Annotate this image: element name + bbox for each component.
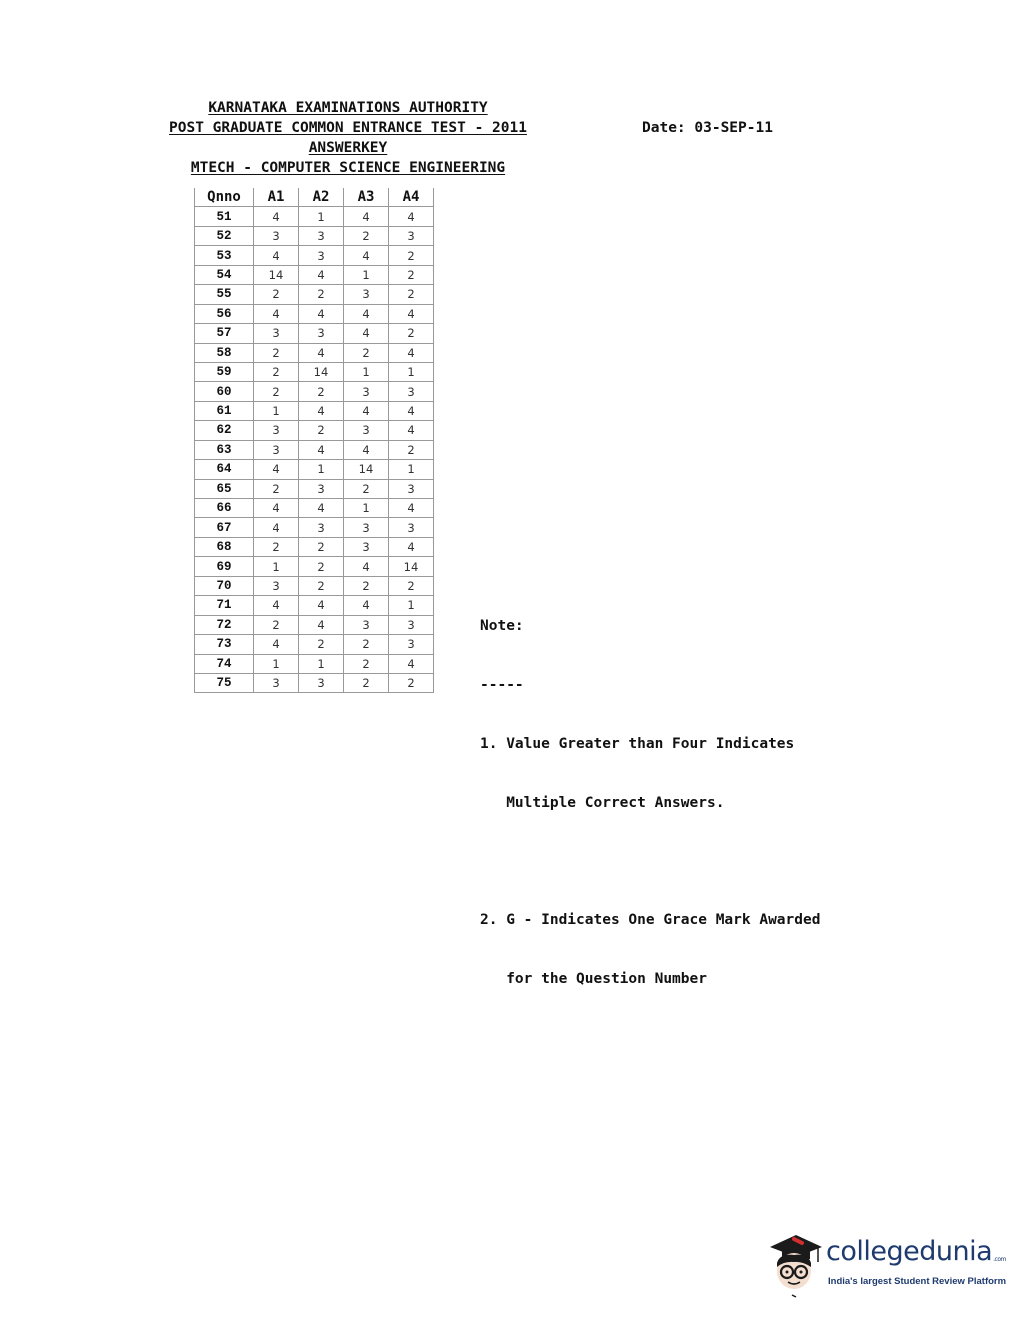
question-number-cell: 68 — [195, 537, 254, 556]
answer-cell: 4 — [299, 343, 344, 362]
table-row — [195, 246, 434, 265]
header-course: MTECH - COMPUTER SCIENCE ENGINEERING — [190, 160, 506, 176]
header-exam: POST GRADUATE COMMON ENTRANCE TEST - 2011 — [169, 120, 527, 136]
answer-cell: 2 — [389, 285, 434, 304]
note-rule: ----- — [480, 676, 524, 693]
header-answerkey: ANSWERKEY — [308, 140, 388, 156]
answer-cell: 2 — [344, 343, 389, 362]
question-number-cell: 52 — [195, 226, 254, 245]
question-number-cell: 51 — [195, 207, 254, 226]
answer-cell: 4 — [344, 440, 389, 459]
column-header: A2 — [299, 188, 344, 207]
document-header — [130, 98, 566, 178]
answer-cell: 4 — [299, 596, 344, 615]
answer-cell: 4 — [389, 304, 434, 323]
table-row — [195, 557, 434, 576]
brand-name: collegedunia$^{.com}$ — [826, 1236, 1006, 1267]
note-item-1-line-2: Multiple Correct Answers. — [480, 794, 725, 811]
table-row — [195, 285, 434, 304]
exam-date: Date: 03-SEP-11 — [642, 120, 773, 136]
answer-cell: 3 — [344, 285, 389, 304]
table-row — [195, 537, 434, 556]
answer-cell: 3 — [389, 479, 434, 498]
answer-cell: 2 — [389, 265, 434, 284]
question-number-cell: 65 — [195, 479, 254, 498]
answer-cell: 3 — [299, 246, 344, 265]
answer-cell: 2 — [254, 537, 299, 556]
answer-cell: 3 — [389, 382, 434, 401]
answer-cell: 2 — [254, 382, 299, 401]
question-number-cell: 72 — [195, 615, 254, 634]
answer-cell: 2 — [254, 343, 299, 362]
column-header: A3 — [344, 188, 389, 207]
answer-cell: 4 — [254, 246, 299, 265]
answer-cell: 2 — [389, 324, 434, 343]
table-row — [195, 401, 434, 420]
question-number-cell: 62 — [195, 421, 254, 440]
answer-cell: 14 — [344, 460, 389, 479]
question-number-cell: 75 — [195, 673, 254, 692]
answer-cell: 1 — [254, 401, 299, 420]
answer-cell: 2 — [344, 654, 389, 673]
answer-cell: 3 — [254, 440, 299, 459]
answer-cell: 2 — [254, 285, 299, 304]
graduate-face-icon — [768, 1229, 824, 1299]
answer-cell: 2 — [344, 576, 389, 595]
answer-cell: 4 — [299, 440, 344, 459]
table-row — [195, 576, 434, 595]
answer-cell: 4 — [299, 401, 344, 420]
table-row — [195, 460, 434, 479]
column-header: Qnno — [195, 188, 254, 207]
answer-cell: 4 — [389, 207, 434, 226]
answer-cell: 1 — [299, 460, 344, 479]
answer-cell: 1 — [254, 557, 299, 576]
table-row — [195, 324, 434, 343]
question-number-cell: 74 — [195, 654, 254, 673]
answer-cell: 3 — [344, 615, 389, 634]
note-item-2-line-2: for the Question Number — [480, 970, 707, 987]
answer-cell: 1 — [344, 362, 389, 381]
table-row — [195, 635, 434, 654]
answer-cell: 4 — [389, 537, 434, 556]
answer-cell: 3 — [344, 537, 389, 556]
answer-cell: 3 — [254, 673, 299, 692]
answer-cell: 3 — [389, 518, 434, 537]
answer-cell: 4 — [344, 207, 389, 226]
question-number-cell: 67 — [195, 518, 254, 537]
question-number-cell: 56 — [195, 304, 254, 323]
answer-cell: 4 — [389, 401, 434, 420]
answer-cell: 4 — [389, 654, 434, 673]
table-row — [195, 421, 434, 440]
answer-cell: 2 — [299, 576, 344, 595]
question-number-cell: 53 — [195, 246, 254, 265]
answer-cell: 4 — [254, 596, 299, 615]
answer-cell: 2 — [344, 226, 389, 245]
answer-cell: 4 — [299, 265, 344, 284]
question-number-cell: 71 — [195, 596, 254, 615]
question-number-cell: 57 — [195, 324, 254, 343]
answer-cell: 2 — [254, 362, 299, 381]
answer-cell: 4 — [254, 207, 299, 226]
question-number-cell: 64 — [195, 460, 254, 479]
answer-cell: 14 — [299, 362, 344, 381]
answer-cell: 3 — [344, 382, 389, 401]
answer-cell: 1 — [299, 207, 344, 226]
table-row — [195, 596, 434, 615]
answer-cell: 2 — [389, 246, 434, 265]
answer-cell: 4 — [299, 499, 344, 518]
answer-cell: 3 — [389, 615, 434, 634]
answer-cell: 2 — [389, 576, 434, 595]
note-title: Note: — [480, 618, 524, 635]
question-number-cell: 69 — [195, 557, 254, 576]
table-row — [195, 382, 434, 401]
table-row — [195, 673, 434, 692]
table-row — [195, 265, 434, 284]
answer-cell: 4 — [344, 246, 389, 265]
answer-cell: 1 — [254, 654, 299, 673]
question-number-cell: 61 — [195, 401, 254, 420]
question-number-cell: 59 — [195, 362, 254, 381]
answer-cell: 3 — [254, 324, 299, 343]
table-row — [195, 343, 434, 362]
answer-cell: 4 — [389, 499, 434, 518]
answer-cell: 3 — [299, 673, 344, 692]
answer-cell: 3 — [389, 635, 434, 654]
answer-cell: 1 — [389, 362, 434, 381]
answer-cell: 3 — [344, 421, 389, 440]
table-row — [195, 304, 434, 323]
note-item-2-line-1: 2. G - Indicates One Grace Mark Awarded — [480, 912, 821, 929]
question-number-cell: 58 — [195, 343, 254, 362]
answer-cell: 4 — [344, 304, 389, 323]
answer-key-table — [194, 188, 434, 693]
answer-cell: 3 — [299, 226, 344, 245]
answer-cell: 4 — [344, 557, 389, 576]
answer-cell: 3 — [254, 226, 299, 245]
answer-cell: 2 — [389, 673, 434, 692]
table-row — [195, 207, 434, 226]
table-row — [195, 654, 434, 673]
answer-cell: 2 — [344, 673, 389, 692]
answer-cell: 2 — [389, 440, 434, 459]
answer-cell: 3 — [254, 576, 299, 595]
table-row — [195, 615, 434, 634]
answer-cell: 2 — [254, 479, 299, 498]
answer-cell: 4 — [254, 460, 299, 479]
answer-cell: 4 — [254, 635, 299, 654]
table-row — [195, 499, 434, 518]
table-row — [195, 226, 434, 245]
answer-cell: 2 — [299, 537, 344, 556]
answer-cell: 4 — [389, 421, 434, 440]
answer-cell: 2 — [299, 421, 344, 440]
note-section — [480, 578, 820, 1009]
answer-cell: 4 — [254, 499, 299, 518]
table-header-row — [195, 188, 434, 207]
header-authority: KARNATAKA EXAMINATIONS AUTHORITY — [208, 100, 488, 116]
answer-cell: 3 — [299, 479, 344, 498]
answer-cell: 4 — [254, 518, 299, 537]
note-item-1-line-1: 1. Value Greater than Four Indicates — [480, 735, 795, 752]
answer-cell: 3 — [254, 421, 299, 440]
answer-cell: 4 — [344, 401, 389, 420]
answer-cell: 1 — [299, 654, 344, 673]
answer-cell: 14 — [389, 557, 434, 576]
question-number-cell: 73 — [195, 635, 254, 654]
question-number-cell: 66 — [195, 499, 254, 518]
answer-cell: 4 — [299, 615, 344, 634]
answer-cell: 2 — [299, 557, 344, 576]
answer-cell: 2 — [344, 635, 389, 654]
question-number-cell: 63 — [195, 440, 254, 459]
question-number-cell: 60 — [195, 382, 254, 401]
table-row — [195, 518, 434, 537]
answer-cell: 3 — [299, 324, 344, 343]
answer-cell: 4 — [344, 324, 389, 343]
answer-cell: 4 — [299, 304, 344, 323]
answer-cell: 1 — [344, 265, 389, 284]
question-number-cell: 54 — [195, 265, 254, 284]
answer-cell: 2 — [344, 479, 389, 498]
answer-cell: 1 — [389, 460, 434, 479]
answer-cell: 1 — [344, 499, 389, 518]
table-row — [195, 362, 434, 381]
answer-cell: 3 — [389, 226, 434, 245]
answer-cell: 4 — [254, 304, 299, 323]
brand-tagline: India's largest Student Review Platform — [828, 1276, 1007, 1287]
answer-cell: 2 — [299, 382, 344, 401]
answer-cell: 2 — [299, 285, 344, 304]
table-row — [195, 479, 434, 498]
column-header: A4 — [389, 188, 434, 207]
answer-cell: 4 — [389, 343, 434, 362]
column-header: A1 — [254, 188, 299, 207]
answer-cell: 2 — [299, 635, 344, 654]
answer-cell: 1 — [389, 596, 434, 615]
question-number-cell: 55 — [195, 285, 254, 304]
table-row — [195, 440, 434, 459]
collegedunia-logo — [768, 1229, 1007, 1299]
answer-cell: 2 — [254, 615, 299, 634]
answer-cell: 3 — [299, 518, 344, 537]
answer-cell: 14 — [254, 265, 299, 284]
answer-key-body — [195, 207, 434, 693]
answer-cell: 4 — [344, 596, 389, 615]
question-number-cell: 70 — [195, 576, 254, 595]
answer-cell: 3 — [344, 518, 389, 537]
